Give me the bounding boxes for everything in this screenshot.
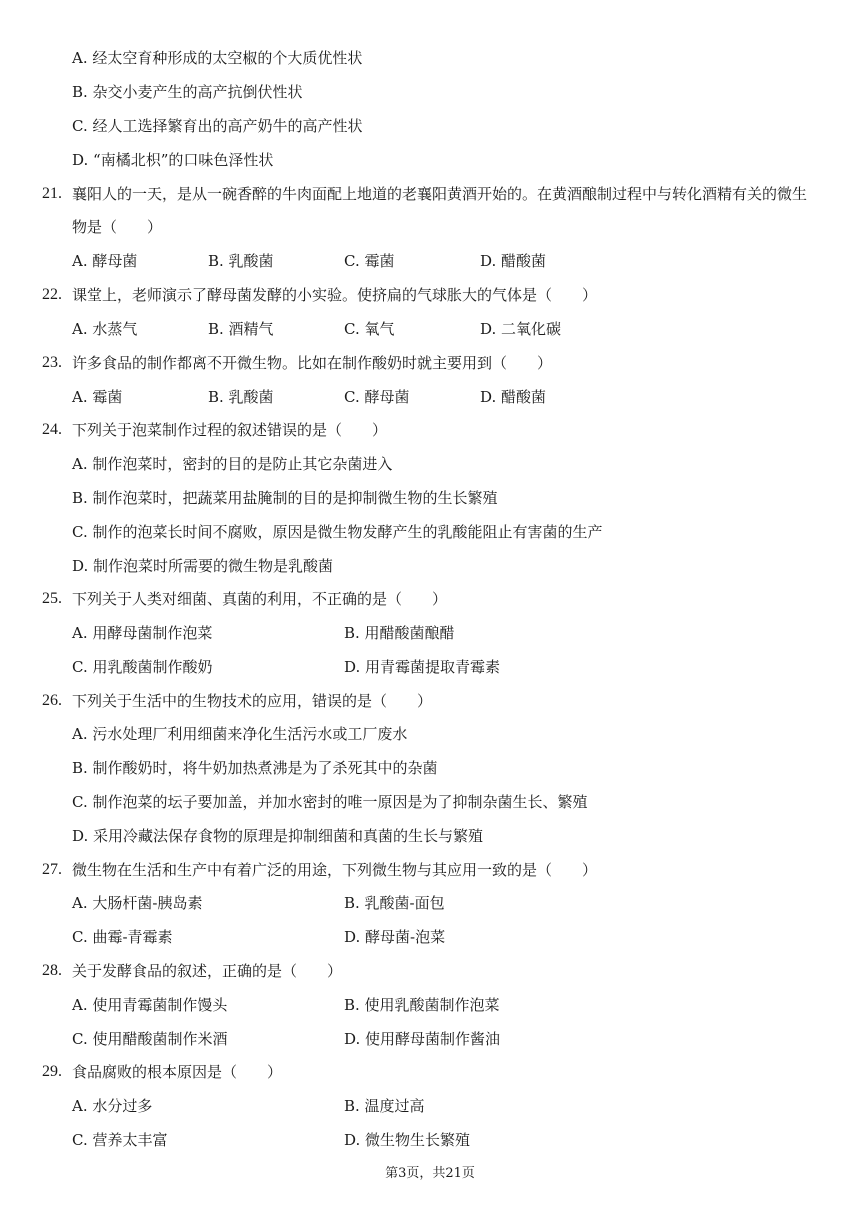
- question-number: 27.: [42, 861, 62, 878]
- question-number: 21.: [42, 185, 62, 202]
- option-d: D. 用青霉菌提取青霉素: [344, 658, 501, 676]
- question-22-options: [0, 318, 860, 340]
- question-text: 下列关于人类对细菌、真菌的利用，不正确的是（ ）: [72, 590, 448, 608]
- option-a: A. 使用青霉菌制作馒头: [72, 996, 228, 1014]
- question-text: 课堂上，老师演示了酵母菌发酵的小实验。使挤扁的气球胀大的气体是（ ）: [72, 286, 598, 304]
- option-c: C. 营养太丰富: [72, 1131, 168, 1149]
- option-d: D. 微生物生长繁殖: [344, 1131, 471, 1149]
- option-a: A. 大肠杆菌-胰岛素: [72, 894, 203, 912]
- option-c: C. 曲霉-青霉素: [72, 928, 173, 946]
- question-number: 22.: [42, 286, 62, 303]
- option-c: C. 霉菌: [344, 252, 395, 270]
- question-number: 28.: [42, 962, 62, 979]
- question-29-options-row1: [0, 1095, 860, 1117]
- question-text: 关于发酵食品的叙述，正确的是（ ）: [72, 962, 343, 980]
- question-28-options-row1: [0, 994, 860, 1016]
- option-b: B. 用醋酸菌酿醋: [344, 624, 455, 642]
- question-text: 下列关于生活中的生物技术的应用，错误的是（ ）: [72, 692, 433, 710]
- option-c: C. 酵母菌: [344, 388, 410, 406]
- question-text: 许多食品的制作都离不开微生物。比如在制作酸奶时就主要用到（ ）: [72, 354, 553, 372]
- option-a: A. 水蒸气: [72, 320, 138, 338]
- option-b: B. 乳酸菌: [208, 388, 274, 406]
- option-d: D. 醋酸菌: [480, 252, 547, 270]
- page-footer: 第3页，共21页: [385, 1166, 475, 1181]
- option-a: A. 酵母菌: [72, 252, 138, 270]
- option-b: B. 温度过高: [344, 1097, 425, 1115]
- question-25-options-row1: [0, 622, 860, 644]
- question-29-options-row2: [0, 1129, 860, 1151]
- question-number: 29.: [42, 1063, 62, 1080]
- option-d: D. 酵母菌-泡菜: [344, 928, 446, 946]
- question-27-options-row1: [0, 892, 860, 914]
- option-a: A. 用酵母菌制作泡菜: [72, 624, 213, 642]
- option-a: A. 水分过多: [72, 1097, 153, 1115]
- option-a: A. 霉菌: [72, 388, 123, 406]
- option-c: C. 用乳酸菌制作酸奶: [72, 658, 213, 676]
- option-c: C. 氧气: [344, 320, 395, 338]
- question-28-options-row2: [0, 1028, 860, 1050]
- option-b: B. 使用乳酸菌制作泡菜: [344, 996, 500, 1014]
- option-d: D. 使用酵母菌制作酱油: [344, 1030, 501, 1048]
- question-text: 食品腐败的根本原因是（ ）: [72, 1063, 283, 1081]
- option-b: B. 酒精气: [208, 320, 274, 338]
- option-d: D. 醋酸菌: [480, 388, 547, 406]
- question-number: 25.: [42, 590, 62, 607]
- question-number: 26.: [42, 692, 62, 709]
- question-number: 24.: [42, 421, 62, 438]
- option-b: B. 乳酸菌-面包: [344, 894, 445, 912]
- question-number: 23.: [42, 354, 62, 371]
- option-d: D. 二氧化碳: [480, 320, 562, 338]
- exam-page: A. 经太空育种形成的太空椒的个大质优性状 B. 杂交小麦产生的高产抗倒伏性状 C. 经人工选择繁育出的高产奶牛的高产性状 D. “南橘北枳”的口味色泽性状 21. 襄阳人的一天，是从一碗香醉的牛肉面配上地道的老襄阳黄酒开始的。在黄酒酿制过程中与转化酒精有关的微生 物是（ ） A. 酵母菌 B. 乳酸菌 C. 霉菌 D. 醋酸菌 22. 课堂上，老师演示了酵母菌发酵的小实验。使挤扁的气球胀大的气体是（ ） A. 水蒸气 B. 酒精气 C. 氧气 D. 二氧化碳 23. 许多食品的制作都离不开微生物。比如在制作酸奶时就主要用到（ ） A. 霉菌 B. 乳酸菌 C. 酵母菌 D. 醋酸菌 24. 下列关于泡菜制作过程的叙述错误的是（ ） A. 制作泡菜时，密封的目的是防止其它杂菌进入 B. 制作泡菜时，把蔬菜用盐腌制的目的是抑制微生物的生长繁殖 C. 制作的泡菜长时间不腐败，原因是微生物发酵产生的乳酸能阻止有害菌的生产 D. 制作泡菜时所需要的微生物是乳酸菌 25. 下列关于人类对细菌、真菌的利用，不正确的是（ ） A. 用酵母菌制作泡菜 B. 用醋酸菌酿醋 C. 用乳酸菌制作酸奶 D. 用青霉菌提取青霉素 26. 下列关于生活中的生物技术的应用，错误的是（ ） A. 污水处理厂利用细菌来净化生活污水或工厂废水 B. 制作酸奶时，将牛奶加热煮沸是为了杀死其中的杂菌 C. 制作泡菜的坛子要加盖，并加水密封的唯一原因是为了抑制杂菌生长、繁殖 D. 采用冷藏法保存食物的原理是抑制细菌和真菌的生长与繁殖 27. 微生物在生活和生产中有着广泛的用途，下列微生物与其应用一致的是（ ） A. 大肠杆菌-胰岛素 B. 乳酸菌-面包 C. 曲霉-青霉素 D. 酵母菌-泡菜 28. 关于发酵食品的叙述，正确的是（ ） A. 使用青霉菌制作馒头 B. 使用乳酸菌制作泡菜 C. 使用醋酸菌制作米酒 D. 使用酵母菌制作酱油 29. 食品腐败的根本原因是（ ） A. 水分过多 B. 温度过高 C. 营养太丰富 D. 微生物生长繁殖 第3页，共21页: [0, 0, 860, 1216]
- question-27-options-row2: [0, 926, 860, 948]
- question-text: 下列关于泡菜制作过程的叙述错误的是（ ）: [72, 421, 388, 439]
- option-b: B. 乳酸菌: [208, 252, 274, 270]
- question-text: 襄阳人的一天，是从一碗香醉的牛肉面配上地道的老襄阳黄酒开始的。在黄酒酿制过程中与转化酒精有关的微生: [72, 185, 808, 203]
- question-21-options: [0, 250, 860, 272]
- option-c: C. 使用醋酸菌制作米酒: [72, 1030, 228, 1048]
- question-25-options-row2: [0, 656, 860, 678]
- question-23-options: [0, 386, 860, 408]
- question-text: 微生物在生活和生产中有着广泛的用途，下列微生物与其应用一致的是（ ）: [72, 861, 598, 879]
